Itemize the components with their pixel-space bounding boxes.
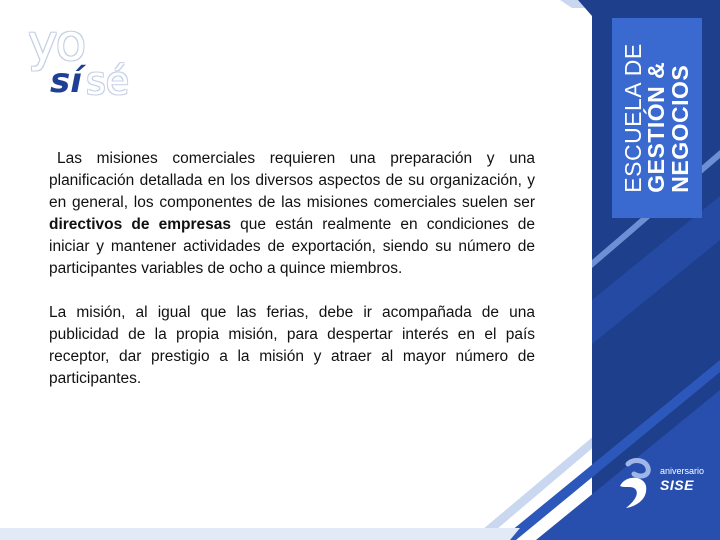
paragraph-1: Las misiones comerciales requieren una preparación y una planificación detallada en los diversos aspectos de su organización, y en general, los componentes de las misiones comerciales suelen ser directivos de empresas que están realmente en condiciones de iniciar y mantener actividades de exportación, siendo su número de participantes variables de ocho a quince miembros. xyxy=(49,150,535,277)
body-text xyxy=(49,148,535,390)
anniversary-mark-icon xyxy=(612,456,660,512)
paragraph-2: La misión, al igual que las ferias, debe ir acompañada de una publicidad de la propia misión, para despertar interés en el país receptor, dar prestigio a la misión y atraer al mayor número de participantes. xyxy=(49,304,535,387)
logo-si: sí xyxy=(50,61,82,101)
school-title-box xyxy=(612,18,702,218)
anniversary-logo xyxy=(612,456,712,512)
logo-se: sé xyxy=(86,59,130,103)
anniversary-label: aniversario xyxy=(660,466,705,476)
school-title-line1: ESCUELA DE xyxy=(619,43,646,193)
anniversary-brand: SISE xyxy=(660,477,694,493)
school-title-line2: GESTIÓN & xyxy=(643,61,670,193)
bold-phrase: directivos de empresas xyxy=(49,216,232,233)
bottom-strip xyxy=(0,528,520,540)
yo-si-se-logo xyxy=(22,14,132,108)
logo-yo: yo xyxy=(28,14,85,72)
school-title-text xyxy=(619,43,693,193)
school-title-line3: NEGOCIOS xyxy=(666,64,693,193)
